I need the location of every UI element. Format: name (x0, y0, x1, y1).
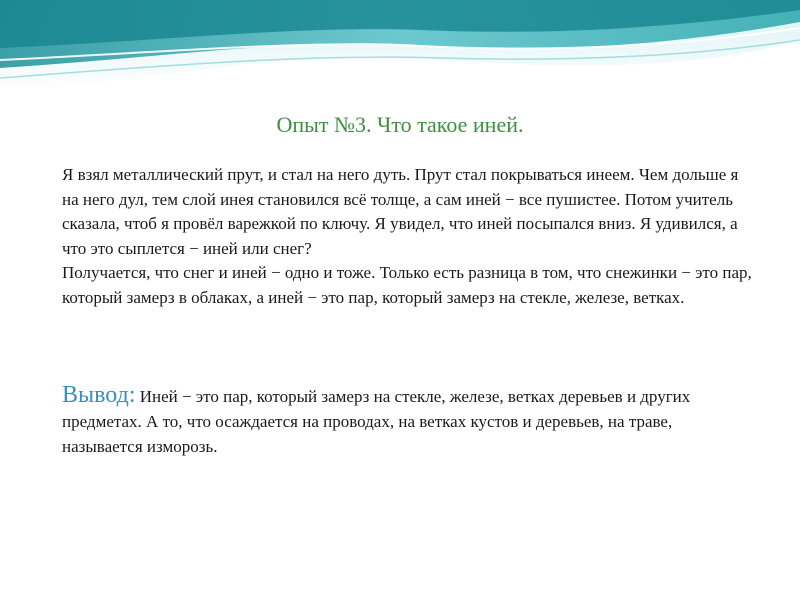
conclusion-block (62, 383, 752, 459)
paragraph-explanation: Получается, что снег и иней − одно и тоже. Только есть разница в том, что снежинки − это пар, который замерз в облаках, а иней − это пар, который замерз на стекле, железе, ветках. (62, 263, 752, 307)
paragraph-experiment: Я взял металлический прут, и стал на него дуть. Прут стал покрываться инеем. Чем дольше я на него дул, тем слой инея становился всё толще, а сам иней − все пушистее. Потом учитель сказала, чтоб я провёл варежкой по ключу. Я увидел, что иней посыпался вниз. Я удивился, а что это сыплется − иней или снег? (62, 165, 739, 258)
slide-title: Опыт №3. Что такое иней. (276, 112, 524, 137)
header-wave-decoration (0, 0, 800, 100)
conclusion-label: Вывод: (62, 382, 136, 408)
body-text (62, 163, 752, 311)
conclusion-text: Иней − это пар, который замерз на стекле, железе, ветках деревьев и других предметах. А то, что осаждается на проводах, на ветках кустов и деревьев, на траве, называется изморозь. (62, 387, 691, 456)
